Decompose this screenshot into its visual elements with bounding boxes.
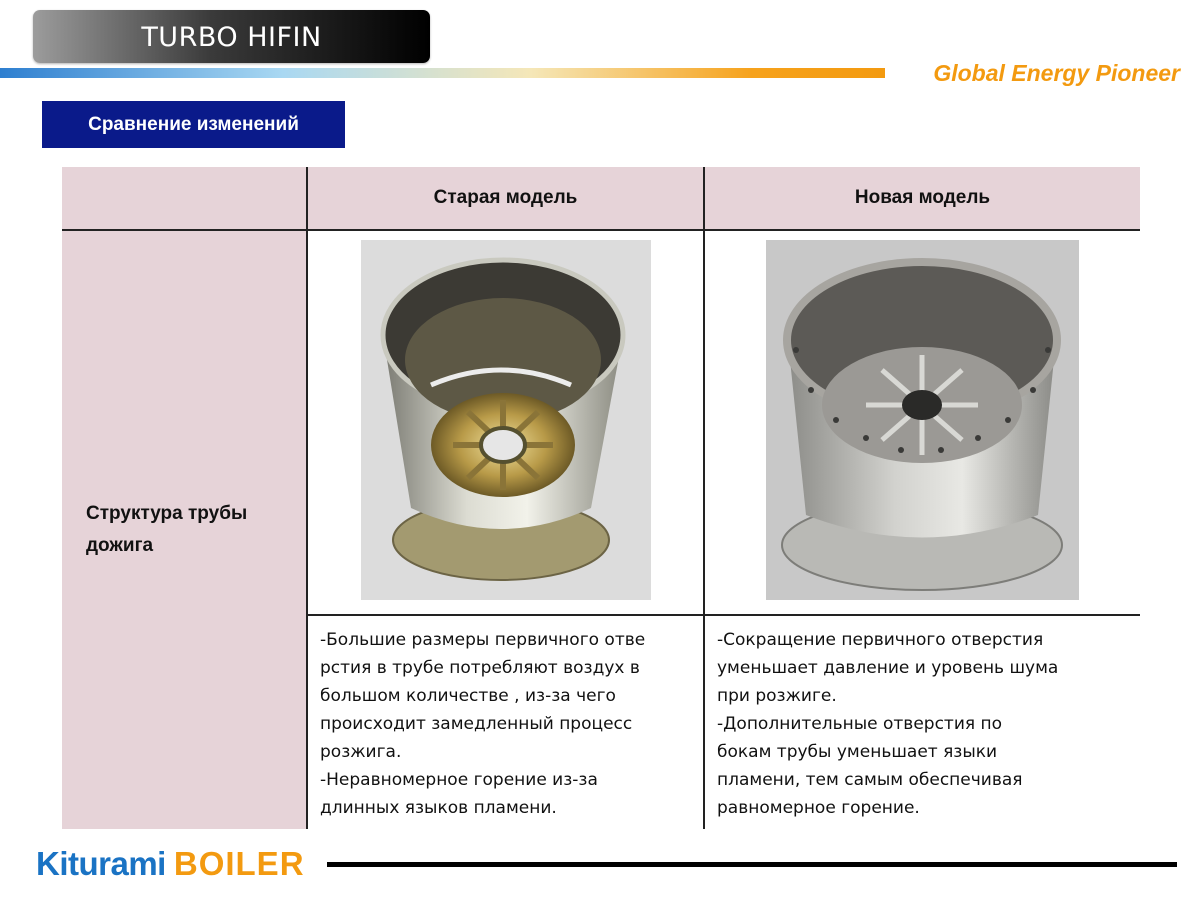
brand-logo [36,845,305,883]
table-header-row [62,167,1140,230]
slide-title: TURBO HIFIN [141,22,322,53]
row-label: Структура трубы дожига [86,503,248,556]
header-corner-cell [62,167,307,230]
header-new-model: Новая модель [704,167,1140,230]
title-banner [33,10,430,63]
product-name: BOILER [173,845,305,882]
old-model-photo-cell [307,230,704,615]
new-burner-tube-photo [766,240,1079,600]
old-burner-tube-photo [361,240,651,600]
new-burner-tube-image [766,240,1079,600]
tagline: Global Energy Pioneer [933,60,1180,86]
comparison-table [62,167,1140,829]
new-model-description: -Сокращение первичного отверстия уменьшает давление и уровень шума при розжиге. -Дополнительные отверстия по бокам трубы уменьшает языки пламени, тем самым обеспечивая равномерное горение. [717,630,1059,818]
header-old-model: Старая модель [307,167,704,230]
table-row-photos [62,230,1140,615]
brand-name: Kiturami [36,845,166,882]
old-model-description: -Большие размеры первичного отве рстия в трубе потребляют воздух в большом количестве , из-за чего происходит замедленный процесс розжига. -Неравномерное горение из-за длинных языков пламени. [320,630,646,818]
row-label-cell [62,230,307,829]
new-model-description-cell [704,615,1140,829]
old-model-description-cell [307,615,704,829]
section-badge: Сравнение изменений [42,101,345,148]
new-model-photo-cell [704,230,1140,615]
header-gradient-bar [0,68,885,78]
old-burner-tube-image [361,240,651,600]
footer-divider [327,862,1177,867]
